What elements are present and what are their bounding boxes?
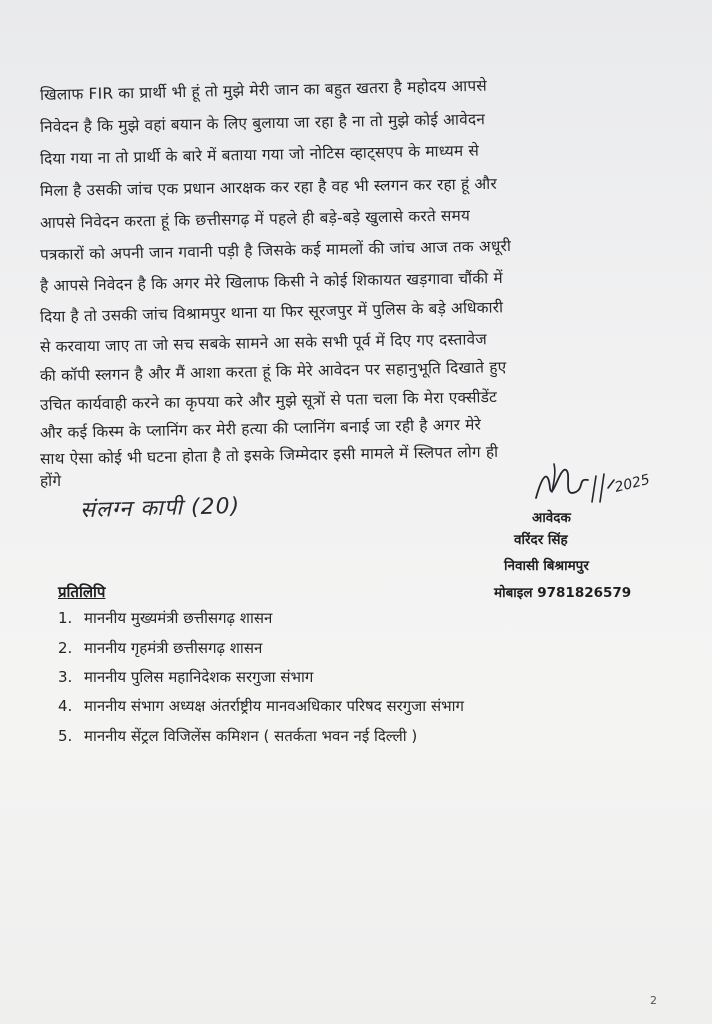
- sender-mobile: मोबाइल 9781826579: [494, 585, 632, 601]
- list-item-text: माननीय पुलिस महानिदेशक सरगुजा संभाग: [84, 668, 314, 686]
- page-number: 2: [650, 994, 657, 1007]
- sender-role: आवेदक: [532, 510, 571, 526]
- letter-line: दिया है तो उसकी जांच विश्रामपुर थाना या फिर सूरजपुर में पुलिस के बड़े अधिकारी: [39, 298, 504, 326]
- svg-text:2025: 2025: [613, 471, 652, 496]
- letter-line: निवेदन है कि मुझे वहां बयान के लिए बुलाया जा रहा है ना तो मुझे कोई आवेदन: [39, 110, 486, 136]
- list-item: [58, 667, 313, 687]
- letter-line: खिलाफ FIR का प्रार्थी भी हूं तो मुझे मेरी जान का बहुत खतरा है महोदय आपसे: [39, 76, 488, 104]
- list-item: [58, 608, 272, 628]
- copy-to-heading: प्रतिलिपि: [58, 583, 106, 601]
- letter-line: आपसे निवेदन करता हूं कि छत्तीसगढ़ में पहले ही बड़े-बड़े खुलासे करते समय: [39, 206, 471, 232]
- letter-line: से करवाया जाए ता जो सच सबके सामने आ सके सभी पूर्व में दिए गए दस्तावेज: [39, 330, 488, 356]
- list-item: [58, 696, 464, 716]
- list-item: [58, 638, 262, 658]
- letter-line: मिला है उसकी जांच एक प्रधान आरक्षक कर रहा है वह भी स्लगन कर रहा हूं और: [39, 174, 498, 200]
- sender-residence: निवासी बिश्रामपुर: [504, 558, 589, 574]
- list-item-text: माननीय सेंट्रल विजिलेंस कमिशन ( सतर्कता भवन नई दिल्ली ): [84, 727, 418, 745]
- list-item-number: 5.: [58, 727, 73, 745]
- list-item-text: माननीय गृहमंत्री छत्तीसगढ़ शासन: [84, 639, 263, 657]
- list-item-number: 4.: [58, 697, 73, 715]
- letter-line: और कई किस्म के प्लानिंग कर मेरी हत्या की प्लानिंग बनाई जा रही है अगर मेरे: [39, 415, 482, 442]
- list-item: [58, 726, 417, 746]
- sender-name: वरिंदर सिंह: [514, 532, 568, 548]
- letter-line: है आपसे निवेदन है कि अगर मेरे खिलाफ किसी ने कोई शिकायत खड़गावा चौंकी में: [39, 268, 503, 295]
- letter-line: दिया गया ना तो प्रार्थी के बारे में बताया गया जो नोटिस व्हाट्सएप के माध्यम से: [39, 141, 480, 168]
- letter-line: उचित कार्यवाही करने का कृपया करे और मुझे सूत्रों से पता चला कि मेरा एक्सीडेंट: [39, 388, 498, 414]
- letter-line: पत्रकारों को अपनी जान गवानी पड़ी है जिसके कई मामलों की जांच आज तक अधूरी: [39, 236, 512, 264]
- attachment-note: संलग्न कापी (20): [79, 493, 241, 524]
- list-item-number: 2.: [58, 639, 73, 657]
- list-item-number: 1.: [58, 609, 73, 627]
- list-item-number: 3.: [58, 668, 73, 686]
- letter-line: की कॉपी स्लगन है और मैं आशा करता हूं कि मेरे आवेदन पर सहानुभूति दिखाते हुए: [39, 358, 507, 385]
- list-item-text: माननीय मुख्यमंत्री छत्तीसगढ़ शासन: [84, 609, 273, 627]
- letter-line: साथ ऐसा कोई भी घटना होता है तो इसके जिम्मेदार इसी मामले में स्लिपत लोग ही: [39, 442, 499, 468]
- list-item-text: माननीय संभाग अध्यक्ष अंतर्राष्ट्रीय मानवअधिकार परिषद सरगुजा संभाग: [84, 697, 464, 715]
- letter-line: होंगे: [40, 472, 62, 490]
